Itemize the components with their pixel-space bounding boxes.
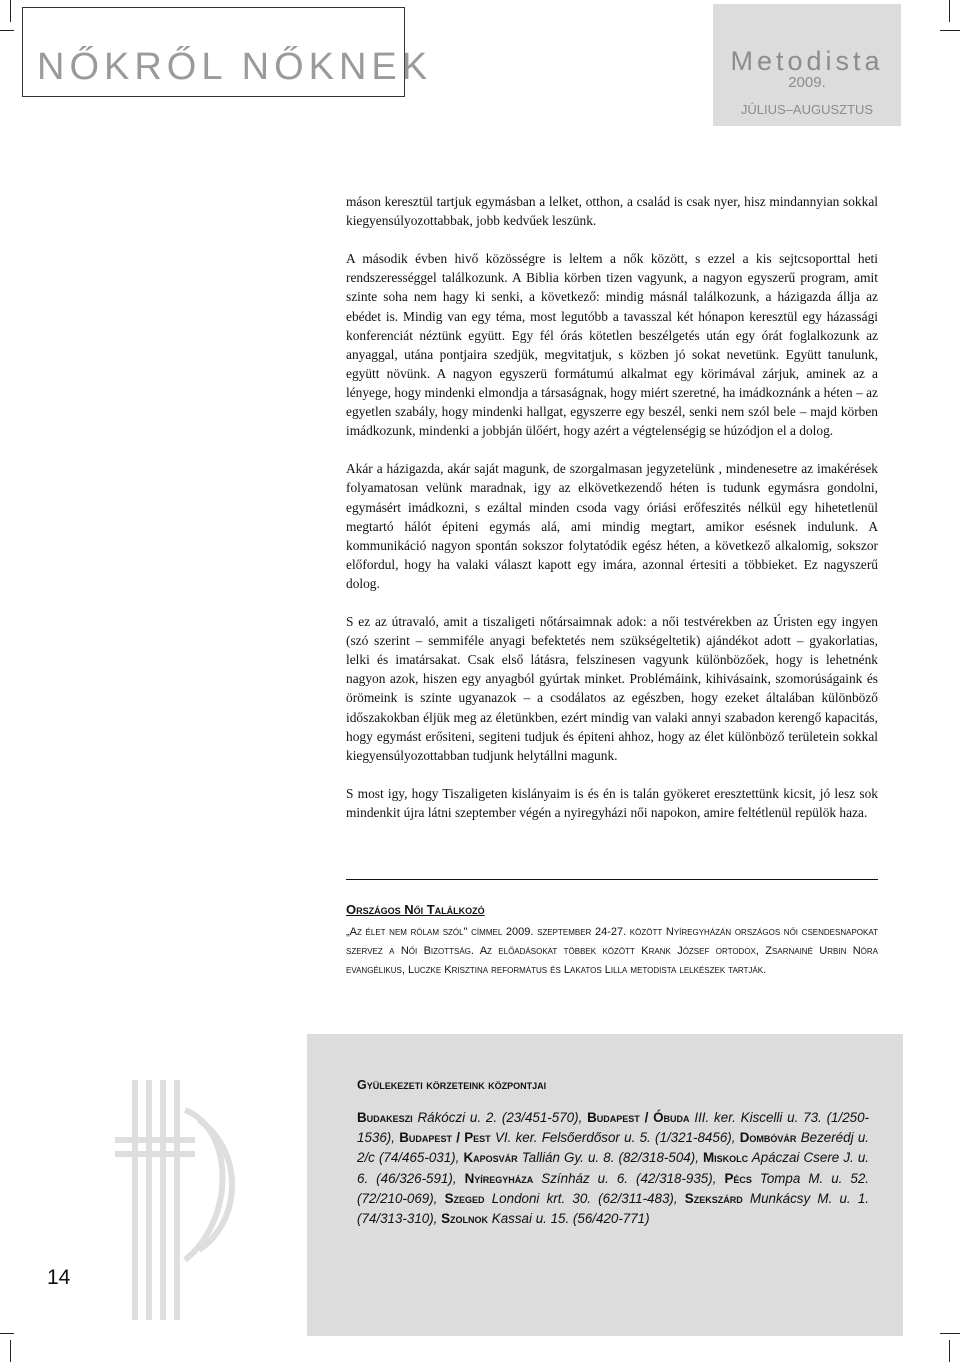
address-text: Kassai u. 15. (56/420-771): [488, 1211, 650, 1227]
congregations-title: Gyülekezeti körzeteink központjai: [357, 1078, 547, 1092]
congregations-box: [307, 1034, 903, 1336]
article-paragraph: máson keresztül tartjuk egymásban a lelket, otthon, a család is csak nyer, hisz mindannyian sokkal kiegyensúlyozottabbak, jobb kedvűek leszünk.: [346, 194, 878, 229]
crop-mark: [0, 30, 14, 31]
address-text: III. ker. Kiscelli u. 73. (1/250-1536),: [357, 1110, 869, 1146]
header-title-box: [22, 7, 433, 97]
address-text: VI. ker. Felsőerdősor u. 5. (1/321-8456),: [490, 1130, 740, 1146]
city-name: Szekszárd: [684, 1190, 743, 1206]
city-name: Nyíregyháza: [464, 1170, 534, 1186]
article-paragraph: S most igy, hogy Tiszaligeten kislányaim is és én is talán gyökeret eresztettünk kicsit, jó lesz sok mindenkit újra látni szeptember végén a nyiregyházi női napokon, amire feltétlenül repülök haza.: [346, 785, 878, 820]
article-paragraph: S ez az útravaló, amit a tiszaligeti nőtársaimnak adok: a női testvérekben az Úristen egy ingyen (szó szerint – semmiféle anyagi befektetés nem szükségeltetik) ajándékot adott – gyakorlatias, lelki és imatársakat. Csak első látásra, felszinesen vagyunk különbözőek, hogy is lehetnénk nagyon azok, hiszen egy anyagból gyúrtak minket. Problémáink, kihivásaink, szomorúságaink és örömeink is szinte ugyanazok – a csodálatos az egészben, hogy ezeket általában különböző időszakokban éljük meg az életünkben, ezért mindig van valaki annyi szabadon kerengő kapacitás, hogy egymást erősiteni, segiteni tudjuk és épiteni ahhoz, hogy az élet különböző területein sokkal kiegyensúlyozottabban tudjunk helytállni magunk.: [346, 614, 878, 763]
crop-mark: [10, 1340, 11, 1362]
crop-mark: [10, 0, 11, 22]
header-magazine-box: [713, 4, 901, 126]
address-text: Munkácsy M. u. 1. (74/313-310),: [357, 1190, 869, 1227]
address-text: Apáczai Csere J. u. 6. (46/326-591),: [357, 1150, 870, 1186]
city-name: Budakeszi: [357, 1110, 413, 1125]
page-number: 14: [47, 1266, 71, 1289]
crop-mark: [940, 30, 960, 31]
article-body: [346, 192, 878, 841]
city-name: Budapest / Óbuda: [587, 1110, 690, 1125]
address-text: Színház u. 6. (42/318-935),: [533, 1170, 725, 1186]
congregations-list: [357, 1108, 869, 1229]
article-paragraph: A második évben hivő közösségre is leltem a nők között, s ezzel a kis sejtcsoporttal heti rendszerességgel találkozunk. A Biblia körben tizen vagyunk, a nagyon egyszerű program, amit szinte soha nem hagy ki senki, a következő: mindig másnál találkozunk, a házigazda állja az ebédet is. Mindig van egy téma, most legutóbb a tavasszal két hónapon keresztül egy házassági konferenciát néztünk együtt. Egy fél órás kötetlen beszélgetés után egy órát foglalkozunk az anyaggal, utána pontjaira szedjük, megvitatjuk, s közben jó sokat nevetünk. Együtt tanulunk, együtt növünk. A nagyon egyszerü formátumú alkalmat egy körimával zárjuk, aminek az a lényege, hogy mindenki elmondja a társaságnak, hogy miért szeretné, ha imádkoznánk a héten – az egyetlen szabály, hogy mindenki hallgat, egyszerre egy beszél, senki nem szól bele – majd körben imádkozunk, mindenki a jobbján ülőért, hogy azért a végtelenségig se húzódjon el a dolog.: [346, 251, 878, 439]
address-text: Bezerédj u. 2/c (74/465-031),: [357, 1130, 869, 1166]
crop-mark: [949, 0, 950, 22]
issue-year: 2009.: [788, 74, 826, 91]
city-name: Szolnok: [441, 1211, 489, 1227]
city-name: Szeged: [444, 1190, 485, 1206]
city-name: Dombóvár: [739, 1130, 797, 1146]
notice-title: Országos Női Találkozó: [346, 902, 485, 917]
address-text: Rákóczi u. 2. (23/451-570),: [412, 1110, 588, 1125]
issue-months: JÚLIUS–AUGUSZTUS: [740, 102, 874, 117]
crop-mark: [949, 1340, 950, 1362]
address-text: Tompa M. u. 52. (72/210-069),: [357, 1170, 870, 1206]
address-text: Londoni krt. 30. (62/311-483),: [484, 1190, 685, 1206]
article-paragraph: Akár a házigazda, akár saját magunk, de szorgalmasan jegyzetelünk , mindenesetre az imakérések folyamatosan velünk maradnak, igy az elkövetkezendő héten is tudunk egymásra gondolni, egymásért imádkozni, s ezáltal minden csoda vagy óriási erőfeszités nélkül egy hihetetlenül megtartó hálót épiteni egymás alá, ami mindig megtart, amikor esésnek indulunk. A kommunikáció nagyon spontán sokszor folytatódik egész héten, a következő alkalomig, sokszor előfordul, hogy ha valaki választ kapott egy imára, azonnal értesiti a többieket. Ez nagyszerű dolog.: [346, 461, 878, 591]
city-name: Kaposvár: [463, 1150, 518, 1166]
city-name: Pécs: [724, 1170, 752, 1186]
crop-mark: [940, 1333, 960, 1334]
section-title: NŐKRŐL NŐKNEK: [37, 46, 433, 88]
magazine-name: Metodista: [730, 46, 884, 76]
notice-body: „Az élet nem rólam szól" címmel 2009. szeptember 24-27. között Nyíregyházán országos női csendesnapokat szervez a Női Bizottság. Az előadásokat többek között Krank József ortodox, Zsarnainé Urbin Nóra evangélikus, Luczke Krisztina református és Lakatos Lilla metodista lelkészek tartják.: [346, 926, 878, 976]
address-text: Tallián Gy. u. 8. (82/318-504),: [517, 1150, 704, 1166]
city-name: Budapest / Pest: [399, 1130, 491, 1146]
event-notice: [346, 902, 878, 980]
divider: [346, 879, 878, 880]
crop-mark: [0, 1333, 14, 1334]
city-name: Miskolc: [703, 1150, 749, 1166]
cross-flame-watermark-icon: [115, 1070, 245, 1330]
